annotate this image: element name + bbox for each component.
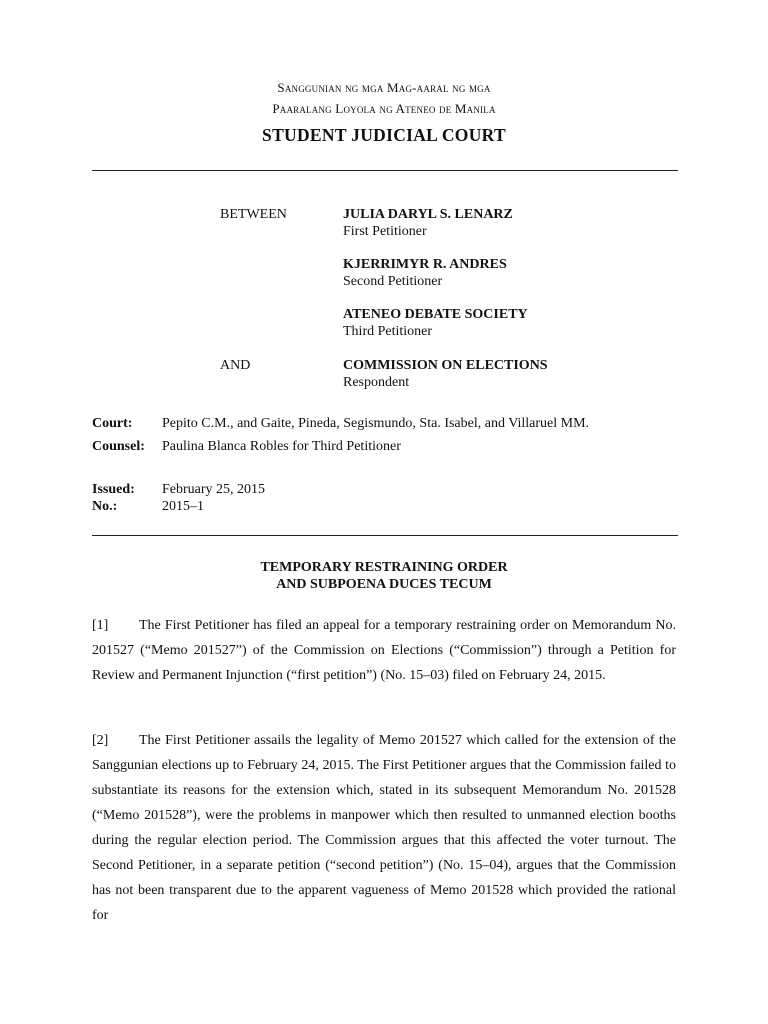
party-name: ATENEO DEBATE SOCIETY <box>343 307 528 322</box>
court-title: STUDENT JUDICIAL COURT <box>262 125 506 145</box>
and-label: AND <box>220 358 251 373</box>
details-divider <box>92 535 678 536</box>
between-label: BETWEEN <box>220 207 287 222</box>
issued-label: Issued: <box>92 482 135 497</box>
header-line-1: Sanggunian ng mga Mag-aaral ng mga <box>277 80 491 95</box>
header-divider <box>92 170 678 171</box>
number-label: No.: <box>92 499 118 514</box>
party-name: KJERRIMYR R. ANDRES <box>343 257 507 272</box>
order-title-line-2: AND SUBPOENA DUCES TECUM <box>276 577 492 592</box>
order-title-line-1: TEMPORARY RESTRAINING ORDER <box>260 560 508 575</box>
header-line-2: Paaralang Loyola ng Ateneo de Manila <box>272 101 496 116</box>
party-name: JULIA DARYL S. LENARZ <box>343 207 513 222</box>
court-value: Pepito C.M., and Gaite, Pineda, Segismundo, Sta. Isabel, and Villaruel MM. <box>162 416 590 431</box>
party-role: Second Petitioner <box>343 274 443 289</box>
party-name: COMMISSION ON ELECTIONS <box>343 358 548 373</box>
court-label: Court: <box>92 416 133 431</box>
paragraph <box>92 728 676 928</box>
paragraph-text: The First Petitioner has filed an appeal for a temporary restraining order on Memorandum No. 201527 (“Memo 201527”) of the Commission on Elections (“Commission”) through a Petition for Review and Permanent Injunction (“first petition”) (No. 15–03) filed on February 24, 2015. <box>92 618 676 683</box>
counsel-value: Paulina Blanca Robles for Third Petitioner <box>162 439 401 454</box>
paragraph-number: [2] <box>92 733 109 748</box>
counsel-label: Counsel: <box>92 439 145 454</box>
issued-value: February 25, 2015 <box>162 482 266 497</box>
party-role: Respondent <box>343 375 410 390</box>
party-role: First Petitioner <box>343 224 427 239</box>
party-role: Third Petitioner <box>343 324 433 339</box>
paragraph <box>92 613 676 688</box>
number-value: 2015–1 <box>162 499 204 514</box>
paragraph-number: [1] <box>92 618 109 633</box>
paragraph-text: The First Petitioner assails the legality of Memo 201527 which called for the extension of the Sanggunian elections up to February 24, 2015. The First Petitioner argues that the Commission failed to substantiate its reasons for the extension which, stated in its subsequent Memorandum No. 201528 (“Memo 201528”), were the problems in manpower which then resulted to unmanned election booths during the regular election period. The Commission argues that this affected the voter turnout. The Second Petitioner, in a separate petition (“second petition”) (No. 15–04), argues that the Commission has not been transparent due to the apparent vagueness of Memo 201528 which provided the rational for <box>92 733 676 923</box>
